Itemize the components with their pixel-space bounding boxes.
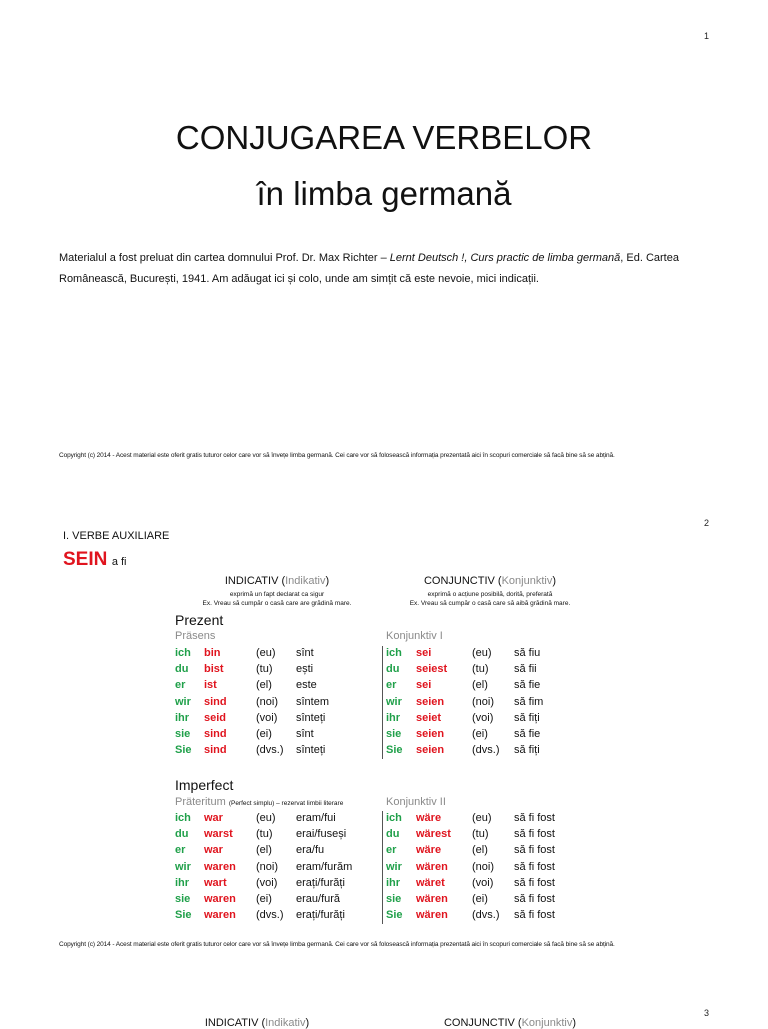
verb-form: bin [204, 647, 221, 659]
pronoun-ro: (voi) [472, 711, 494, 724]
indicativ-label: INDICATIV ( [204, 1017, 266, 1029]
pronoun-ro: (noi) [472, 695, 495, 708]
indicativ-example: Ex. Vreau să cumpăr o casă care are grădină mare. [202, 600, 352, 607]
pronoun-ro: (el) [472, 679, 488, 692]
pronoun: sie [175, 728, 191, 740]
verb-form: seien [416, 695, 445, 708]
verb-form: seiest [416, 663, 448, 676]
indicativ-de: Indikativ [285, 575, 326, 587]
pronoun: er [386, 679, 397, 692]
pronoun: sie [386, 893, 402, 905]
conjunctiv-example: Ex. Vreau să cumpăr o casă care să aibă grădină mare. [409, 600, 571, 607]
translation: eram/fui [296, 812, 336, 824]
translation: erai/fuseși [296, 828, 347, 841]
pronoun: ihr [386, 711, 401, 724]
pronoun-ro: (noi) [256, 695, 279, 708]
pronoun: du [175, 828, 189, 841]
verb-form: war [204, 812, 223, 824]
verb-form: seiet [416, 711, 442, 724]
pronoun-ro: (el) [472, 844, 488, 857]
conjunctiv-header [370, 575, 610, 587]
tense-imperfect-sub-right: Konjunktiv II [386, 796, 446, 808]
book-title: Lernt Deutsch !, Curs practic de limba germană [389, 252, 621, 264]
verb-form: sind [204, 744, 227, 757]
translation: sînteți [296, 744, 326, 757]
verb-meaning: a fi [111, 556, 127, 568]
pronoun: ich [175, 812, 191, 824]
conjunctiv-description: exprimă o acțiune posibilă, dorită, preferată [427, 591, 553, 598]
pronoun: du [175, 663, 189, 676]
conjunctiv-de: Konjunktiv [501, 575, 553, 587]
translation: să fiți [514, 744, 540, 757]
tense-imperfect-sub-left [175, 796, 343, 808]
pronoun-ro: (dvs.) [472, 909, 500, 922]
intro-text-a: Materialul a fost preluat din cartea domnului Prof. Dr. Max Richter – [59, 252, 390, 264]
indicativ-close: ) [325, 575, 330, 587]
translation: sînt [296, 647, 314, 659]
pronoun-ro: (voi) [256, 711, 278, 724]
pronoun: ihr [175, 711, 190, 724]
translation: ești [296, 663, 314, 676]
conjunctiv-label: CONJUNCTIV ( [423, 575, 502, 587]
conjunctiv-header [390, 1017, 630, 1029]
pronoun: er [175, 679, 186, 692]
translation: erați/furăți [296, 876, 345, 889]
pronoun-ro: (voi) [256, 876, 278, 889]
pronoun-ro: (dvs.) [256, 744, 284, 757]
translation: sîntem [296, 695, 330, 708]
indicativ-header [157, 575, 397, 587]
pronoun-ro: (ei) [472, 893, 488, 905]
tense-prezent-sub-left: Präsens [175, 630, 216, 642]
translation: să fie [514, 728, 541, 740]
conjunctiv-close: ) [572, 1017, 577, 1029]
pronoun: er [175, 844, 186, 857]
verb-form: warst [204, 828, 233, 841]
pronoun: wir [386, 860, 402, 873]
verb-form: war [204, 844, 223, 857]
verb-name: SEIN [63, 549, 108, 570]
pronoun-ro: (tu) [256, 828, 273, 841]
pronoun: sie [386, 728, 402, 740]
pronoun: Sie [175, 909, 192, 922]
pronoun: Sie [386, 744, 403, 757]
pronoun: Sie [386, 909, 403, 922]
pronoun-ro: (tu) [256, 663, 273, 676]
translation: să fi fost [514, 893, 555, 905]
translation: să fiu [514, 647, 541, 659]
pronoun: sie [175, 893, 191, 905]
praeteritum-label: Präteritum [175, 796, 226, 808]
verb-form: sind [204, 728, 227, 740]
verb-form: wären [416, 893, 448, 905]
document-title: CONJUGAREA VERBELOR [175, 119, 593, 156]
pronoun-ro: (voi) [472, 876, 494, 889]
pronoun: ihr [386, 876, 401, 889]
pronoun: ihr [175, 876, 190, 889]
translation: sînt [296, 728, 314, 740]
pronoun-ro: (noi) [472, 860, 495, 873]
verb-form: sind [204, 695, 227, 708]
verb-form: ist [204, 679, 217, 692]
page-number: 1 [704, 31, 710, 41]
pronoun: ich [386, 812, 402, 824]
translation: să fi fost [514, 909, 555, 922]
pronoun-ro: (eu) [472, 812, 492, 824]
pronoun: ich [386, 647, 402, 659]
verb-form: seid [204, 711, 227, 724]
verb-form: bist [204, 663, 224, 676]
verb-form: sei [416, 679, 432, 692]
indicativ-label: INDICATIV ( [224, 575, 286, 587]
translation: să fi fost [514, 828, 555, 841]
translation: eram/furăm [296, 860, 353, 873]
verb-form: wären [416, 909, 448, 922]
intro-text-b: , Ed. Cartea Românească, București, 1941. Am adăugat ici și colo, unde am simțit că este nevoie, mici indicații. [59, 252, 679, 285]
translation: să fi fost [514, 876, 555, 889]
pronoun-ro: (tu) [472, 663, 489, 676]
indicativ-description: exprimă un fapt declarat ca sigur [229, 591, 325, 598]
pronoun-ro: (dvs.) [472, 744, 500, 757]
pronoun-ro: (eu) [256, 647, 276, 659]
pronoun-ro: (el) [256, 679, 272, 692]
praeteritum-note: (Perfect simplu) – rezervat limbii literare [228, 800, 344, 807]
translation: era/fu [296, 844, 325, 857]
verb-form: wäre [416, 812, 442, 824]
pronoun-ro: (eu) [256, 812, 276, 824]
verb-form: sei [416, 647, 432, 659]
pronoun-ro: (el) [256, 844, 272, 857]
translation: este [296, 679, 317, 692]
copyright-notice: Copyright (c) 2014 - Acest material este oferit gratis tuturor celor care vor să învețe limba germană. Cei care vor să folosească informația prezentată aici în scopuri comerciale să facă bine să se abțină. [59, 941, 615, 948]
pronoun: ich [175, 647, 191, 659]
pronoun: du [386, 828, 400, 841]
translation: să fiți [514, 711, 540, 724]
column-divider [382, 811, 383, 924]
pronoun-ro: (ei) [256, 728, 272, 740]
verb-form: seien [416, 728, 445, 740]
pronoun-ro: (dvs.) [256, 909, 284, 922]
tense-prezent-sub-right: Konjunktiv I [386, 630, 443, 642]
verb-form: wäre [416, 844, 442, 857]
section-heading: I. VERBE AUXILIARE [63, 530, 170, 542]
page-number: 3 [704, 1008, 710, 1018]
page-number: 2 [704, 518, 710, 528]
copyright-notice: Copyright (c) 2014 - Acest material este oferit gratis tuturor celor care vor să învețe limba germană. Cei care vor să folosească informația prezentată aici în scopuri comerciale să facă bine să se abțină. [59, 452, 615, 459]
intro-paragraph [59, 248, 709, 290]
column-divider [382, 646, 383, 759]
translation: să fi fost [514, 844, 555, 857]
pronoun: wir [175, 695, 191, 708]
pronoun-ro: (ei) [472, 728, 488, 740]
pronoun: du [386, 663, 400, 676]
pronoun: wir [175, 860, 191, 873]
verb-form: wärest [416, 828, 451, 841]
pronoun-ro: (tu) [472, 828, 489, 841]
verb-form: waren [204, 909, 236, 922]
pronoun-ro: (eu) [472, 647, 492, 659]
tense-prezent-title: Prezent [175, 612, 224, 628]
conjunctiv-de: Konjunktiv [521, 1017, 573, 1029]
pronoun: wir [386, 695, 402, 708]
verb-form: seien [416, 744, 445, 757]
indicativ-header [137, 1017, 377, 1029]
translation: erau/fură [296, 893, 341, 905]
pronoun: Sie [175, 744, 192, 757]
verb-form: wart [204, 876, 227, 889]
pronoun-ro: (noi) [256, 860, 279, 873]
translation: să fi fost [514, 860, 555, 873]
translation: să fie [514, 679, 541, 692]
verb-form: wären [416, 860, 448, 873]
translation: să fi fost [514, 812, 555, 824]
verb-form: waren [204, 860, 236, 873]
indicativ-de: Indikativ [265, 1017, 306, 1029]
tense-imperfect-title: Imperfect [175, 777, 234, 793]
pronoun-ro: (ei) [256, 893, 272, 905]
translation: să fii [514, 663, 537, 676]
translation: sînteți [296, 711, 326, 724]
pronoun: er [386, 844, 397, 857]
document-subtitle: în limba germană [256, 175, 512, 212]
translation: să fim [514, 695, 544, 708]
verb-form: waren [204, 893, 236, 905]
conjunctiv-label: CONJUNCTIV ( [443, 1017, 522, 1029]
conjunctiv-close: ) [552, 575, 557, 587]
verb-heading [63, 549, 127, 571]
translation: erați/furăți [296, 909, 345, 922]
verb-form: wäret [416, 876, 445, 889]
indicativ-close: ) [305, 1017, 310, 1029]
